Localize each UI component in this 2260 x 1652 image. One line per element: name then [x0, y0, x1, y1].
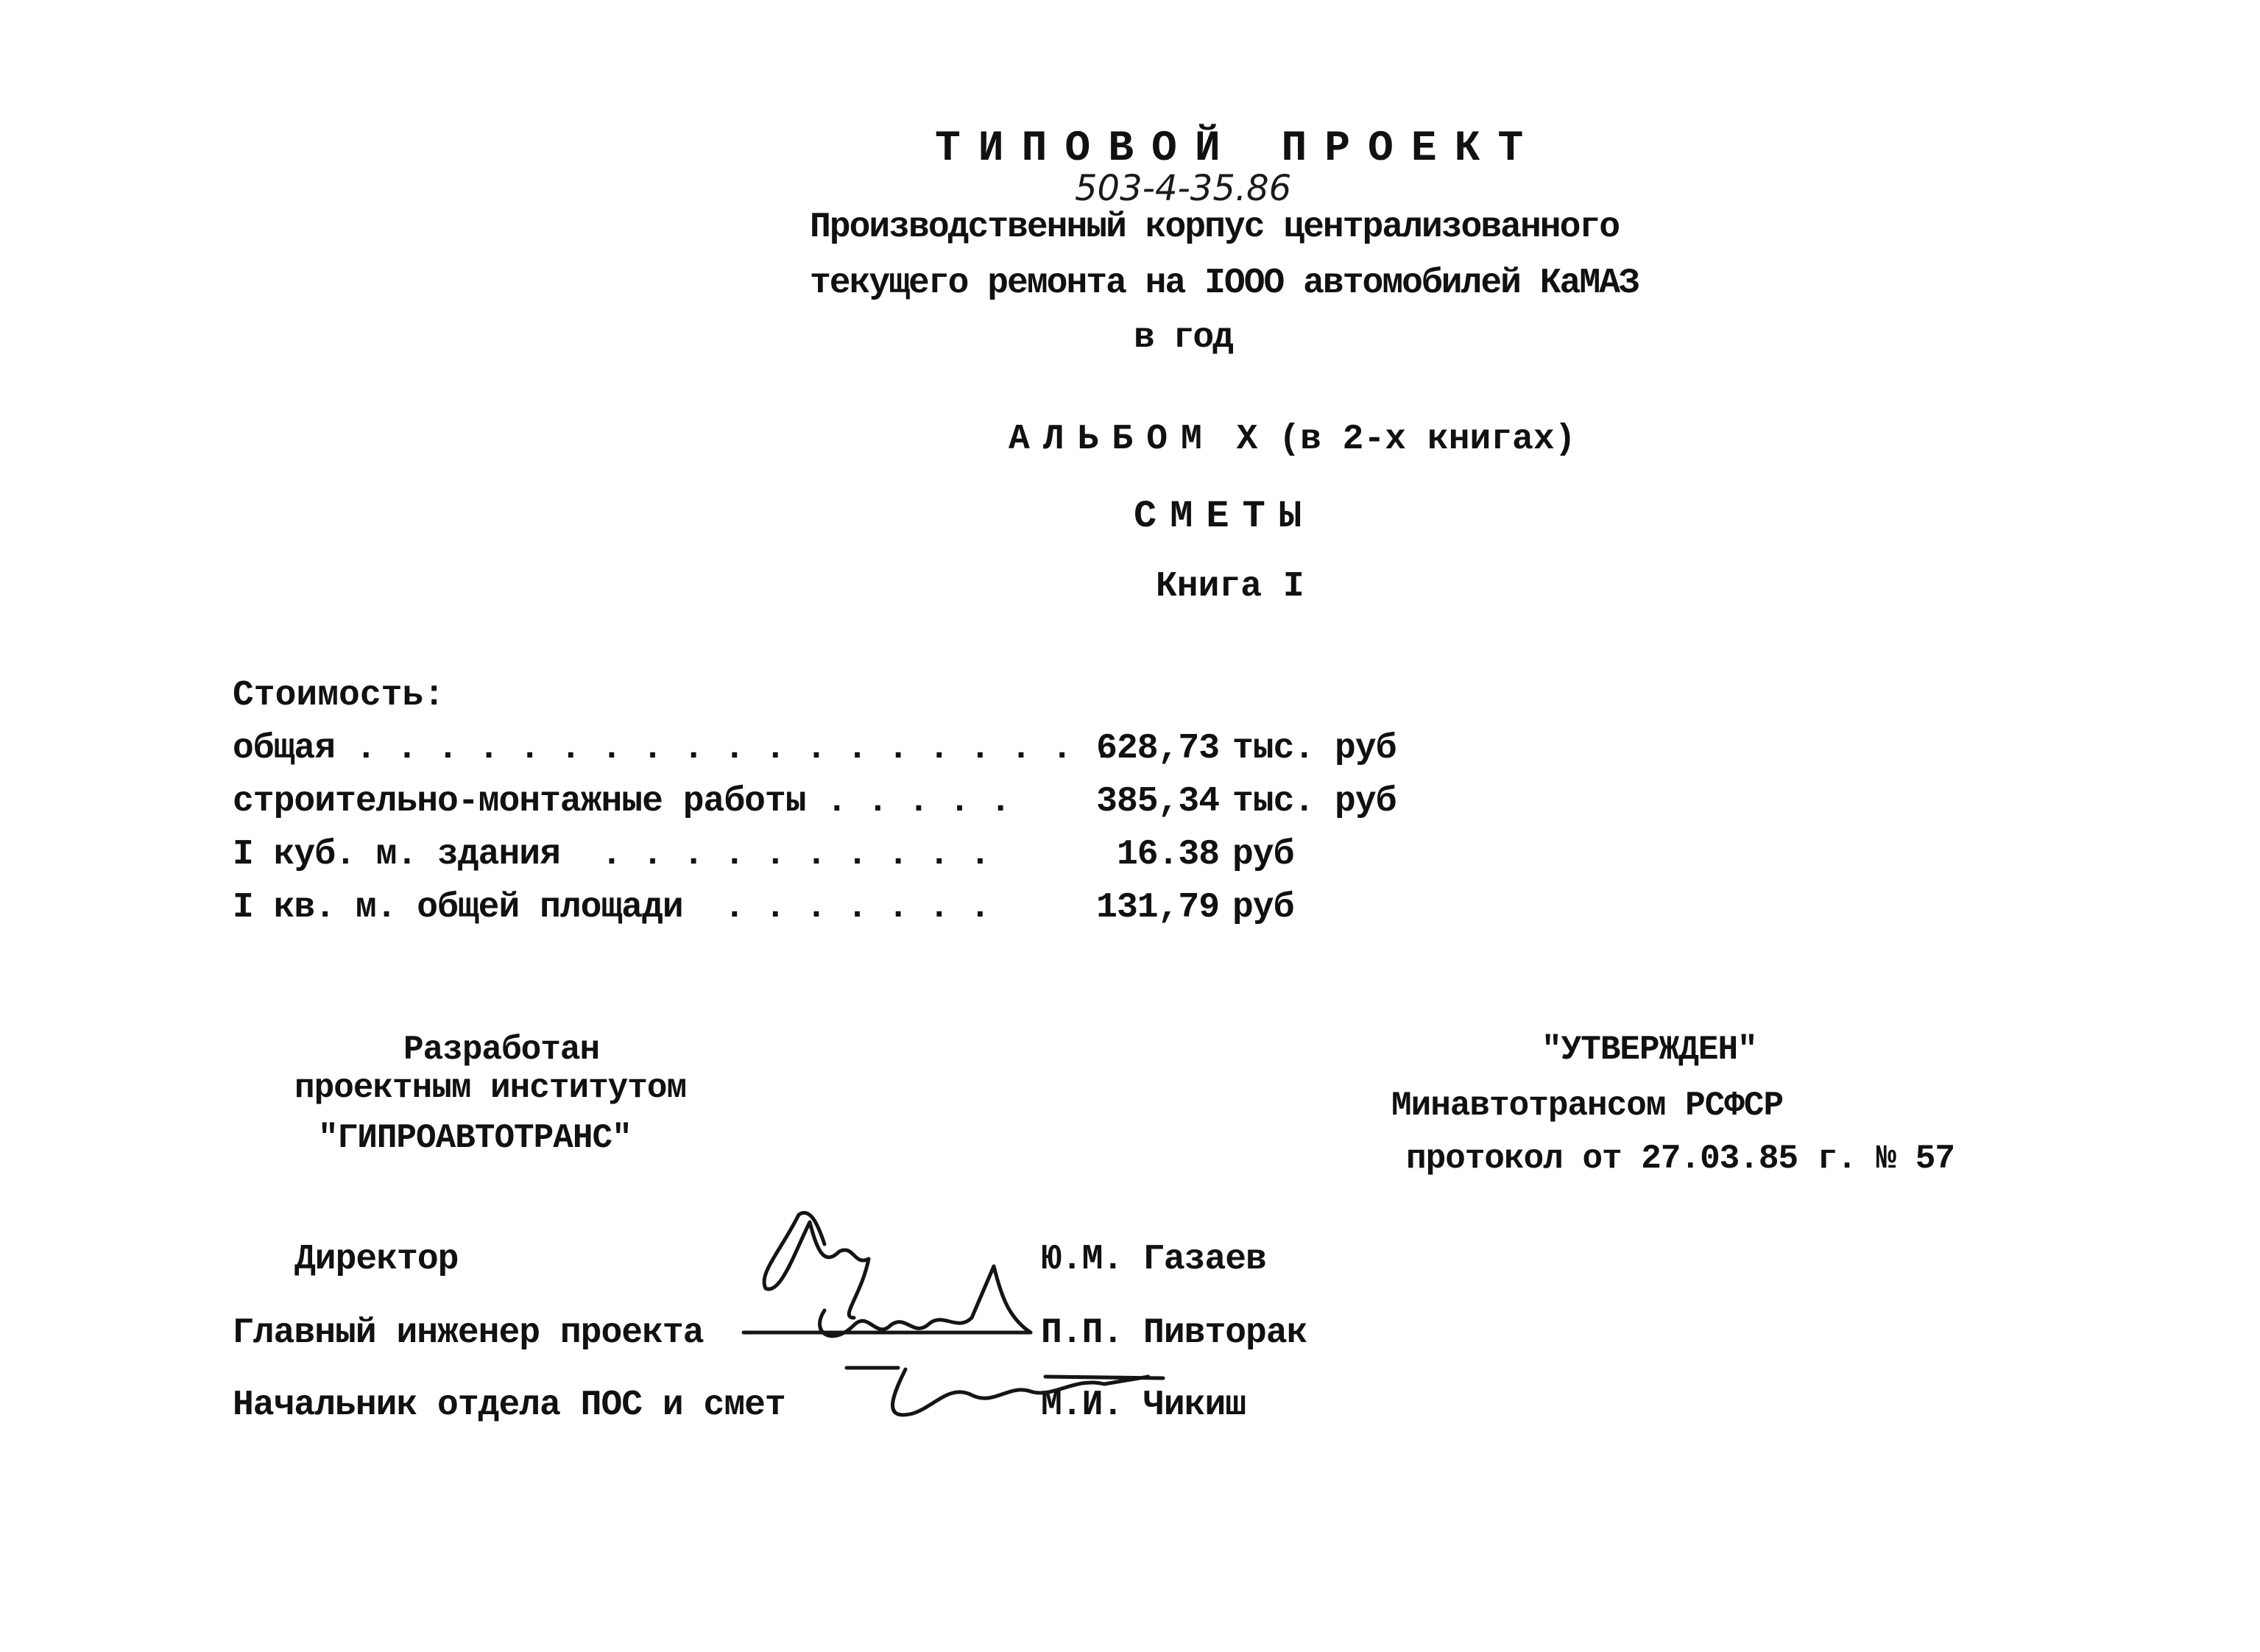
signatory-name-department-head: М.И. Чикиш	[1041, 1386, 1246, 1425]
developer-line2: проектным институтом	[294, 1069, 687, 1107]
album-label: АЛЬБОМ	[1009, 420, 1215, 459]
album-note: (в 2-х книгах)	[1279, 420, 1576, 459]
cost-row-label: строительно-монтажные работы . . . . .	[233, 782, 1011, 822]
project-description-line3: в год	[1134, 318, 1233, 358]
approval-stamp: "УТВЕРЖДЕН"	[1542, 1031, 1757, 1069]
cost-row-unit: тыс. руб	[1232, 729, 1396, 769]
album-heading	[1009, 420, 1576, 459]
project-number: 503-4-35.86	[1075, 168, 1292, 209]
project-description-line2: текущего ремонта на IOOO автомобилей КаМАЗ	[810, 264, 1639, 303]
document-title: ТИПОВОЙ ПРОЕКТ	[935, 125, 1542, 173]
cost-row-unit: руб	[1232, 835, 1294, 875]
cost-row-value: 131,79	[1096, 888, 1219, 928]
cost-row-unit: руб	[1232, 888, 1294, 928]
developer-line1: Разработан	[403, 1031, 600, 1069]
cost-row-label: I куб. м. здания . . . . . . . . . .	[233, 835, 990, 875]
cost-row-value: 16.38	[1116, 835, 1219, 875]
signature-chief-engineer	[744, 1266, 1031, 1336]
cost-row-value: 628,73	[1096, 729, 1219, 769]
developer-institute: "ГИПРОАВТОТРАНС"	[318, 1119, 632, 1157]
cost-row-square-meter	[233, 888, 1293, 928]
cost-row-label: общая . . . . . . . . . . . . . . . . . . .	[233, 729, 1113, 769]
signatory-role-department-head: Начальник отдела ПОС и смет	[233, 1386, 785, 1425]
cost-row-construction	[233, 782, 1396, 822]
signatory-role-director: Директор	[294, 1240, 459, 1279]
album-numeral: X	[1236, 420, 1258, 459]
approval-authority: Минавтотрансом РСФСР	[1391, 1087, 1784, 1125]
approval-protocol: протокол от 27.03.85 г. № 57	[1406, 1140, 1954, 1178]
cost-row-total	[233, 729, 1396, 769]
book-number: Книга I	[1156, 567, 1304, 607]
signatory-role-chief-engineer: Главный инженер проекта	[233, 1313, 704, 1353]
section-title: СМЕТЫ	[1134, 495, 1316, 538]
cost-row-label: I кв. м. общей площади . . . . . . .	[233, 888, 990, 928]
cost-heading: Стоимость:	[233, 676, 445, 716]
signatory-name-director: Ю.М. Газаев	[1041, 1240, 1266, 1279]
cost-row-value: 385,34	[1096, 782, 1219, 822]
cost-row-unit: тыс. руб	[1232, 782, 1396, 822]
signature-director	[764, 1212, 869, 1318]
project-description-line1: Производственный корпус централизованного	[810, 208, 1619, 247]
cost-row-cubic-meter	[233, 835, 1293, 875]
signatory-name-chief-engineer: П.П. Пивторак	[1041, 1313, 1307, 1353]
